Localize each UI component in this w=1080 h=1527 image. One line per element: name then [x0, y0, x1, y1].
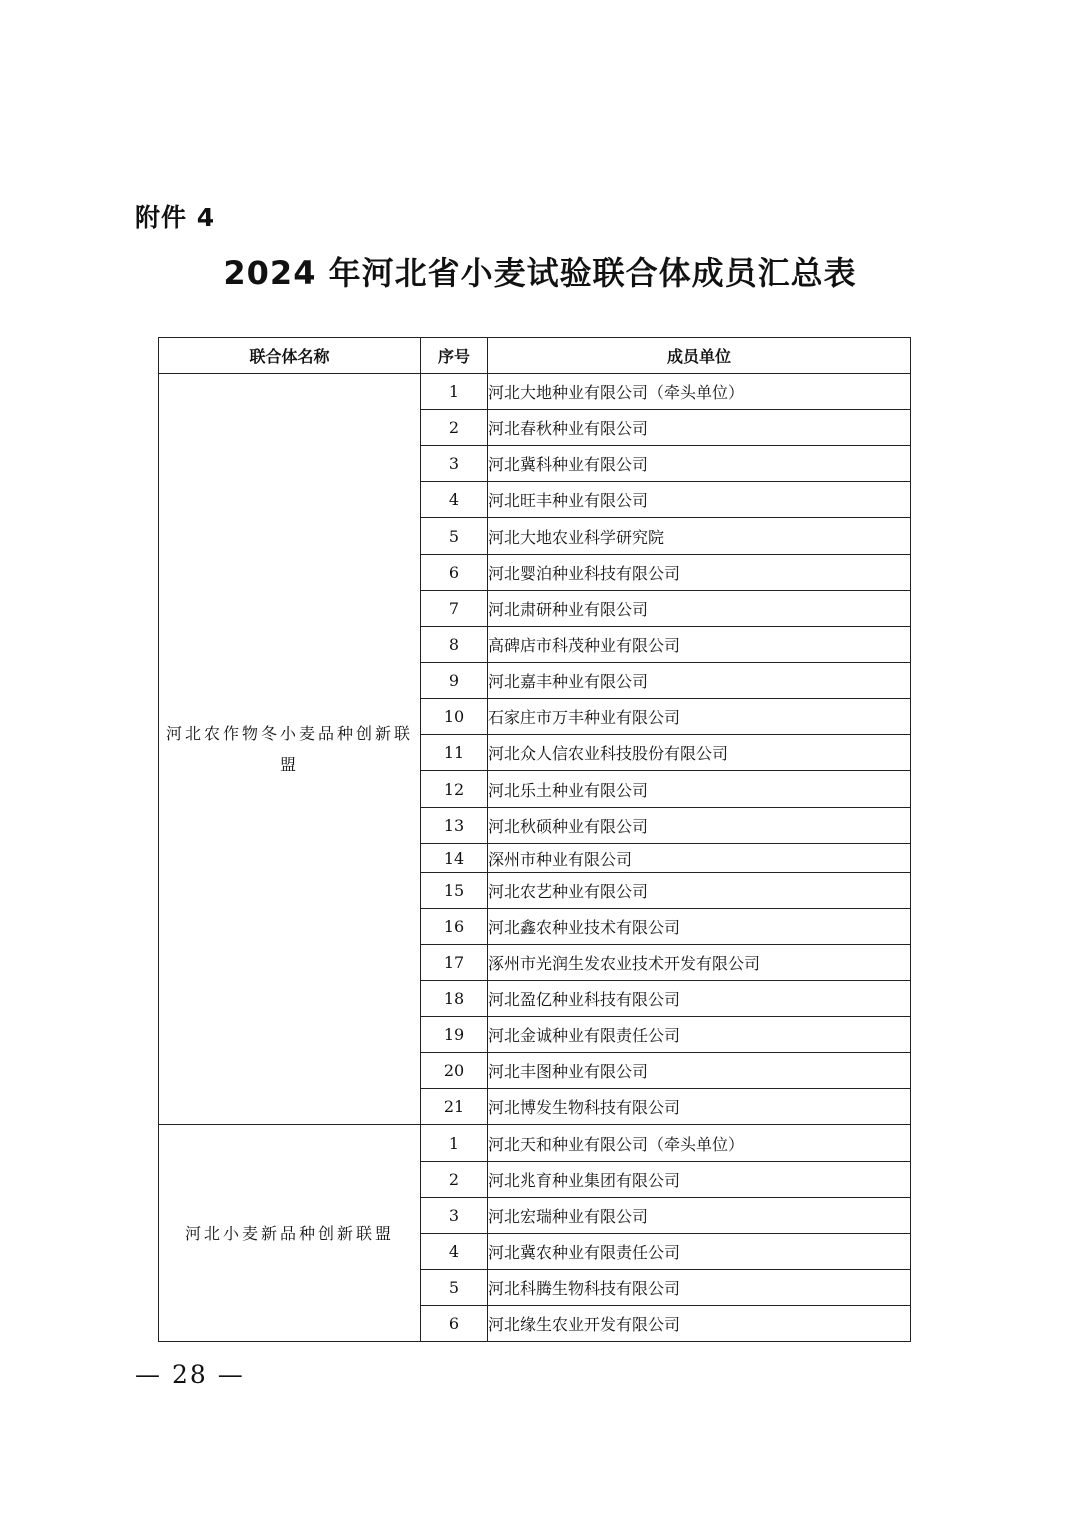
serial-number-cell: 3	[421, 1198, 488, 1234]
serial-number-cell: 5	[421, 518, 488, 555]
serial-number-cell: 4	[421, 1234, 488, 1270]
serial-number-cell: 15	[421, 873, 488, 909]
serial-number-cell: 14	[421, 844, 488, 873]
member-unit-cell: 河北兆育种业集团有限公司	[488, 1162, 911, 1198]
member-unit-cell: 深州市种业有限公司	[488, 844, 911, 873]
member-unit-cell: 涿州市光润生发农业技术开发有限公司	[488, 945, 911, 981]
page-title: 2024 年河北省小麦试验联合体成员汇总表	[223, 254, 857, 292]
table-header-row	[159, 338, 911, 374]
member-unit-cell: 河北旺丰种业有限公司	[488, 482, 911, 518]
member-unit-cell: 河北众人信农业科技股份有限公司	[488, 735, 911, 771]
header-member-unit: 成员单位	[488, 338, 911, 374]
serial-number-cell: 6	[421, 1306, 488, 1342]
table-row	[159, 1125, 911, 1162]
serial-number-cell: 3	[421, 446, 488, 482]
member-unit-cell: 河北乐土种业有限公司	[488, 771, 911, 808]
serial-number-cell: 10	[421, 699, 488, 735]
member-unit-cell: 河北缘生农业开发有限公司	[488, 1306, 911, 1342]
page-number: — 28 —	[135, 1360, 245, 1389]
serial-number-cell: 20	[421, 1053, 488, 1089]
serial-number-cell: 4	[421, 482, 488, 518]
serial-number-cell: 2	[421, 1162, 488, 1198]
member-unit-cell: 河北嘉丰种业有限公司	[488, 663, 911, 699]
serial-number-cell: 17	[421, 945, 488, 981]
serial-number-cell: 12	[421, 771, 488, 808]
serial-number-cell: 6	[421, 555, 488, 591]
member-unit-cell: 石家庄市万丰种业有限公司	[488, 699, 911, 735]
header-serial-number: 序号	[421, 338, 488, 374]
member-unit-cell: 河北春秋种业有限公司	[488, 410, 911, 446]
header-alliance-name: 联合体名称	[159, 338, 421, 374]
serial-number-cell: 1	[421, 1125, 488, 1162]
member-unit-cell: 河北大地农业科学研究院	[488, 518, 911, 555]
member-unit-cell: 河北大地种业有限公司（牵头单位）	[488, 374, 911, 410]
serial-number-cell: 11	[421, 735, 488, 771]
member-unit-cell: 河北盈亿种业科技有限公司	[488, 981, 911, 1017]
member-unit-cell: 河北冀农种业有限责任公司	[488, 1234, 911, 1270]
serial-number-cell: 13	[421, 808, 488, 844]
member-unit-cell: 河北丰图种业有限公司	[488, 1053, 911, 1089]
serial-number-cell: 7	[421, 591, 488, 627]
alliance-name-cell: 河北小麦新品种创新联盟	[159, 1125, 421, 1342]
member-unit-cell: 河北宏瑞种业有限公司	[488, 1198, 911, 1234]
serial-number-cell: 21	[421, 1089, 488, 1125]
alliance-name-cell: 河北农作物冬小麦品种创新联盟	[159, 374, 421, 1125]
member-unit-cell: 河北科腾生物科技有限公司	[488, 1270, 911, 1306]
serial-number-cell: 8	[421, 627, 488, 663]
member-unit-cell: 高碑店市科茂种业有限公司	[488, 627, 911, 663]
member-unit-cell: 河北肃研种业有限公司	[488, 591, 911, 627]
member-unit-cell: 河北博发生物科技有限公司	[488, 1089, 911, 1125]
serial-number-cell: 9	[421, 663, 488, 699]
serial-number-cell: 18	[421, 981, 488, 1017]
member-unit-cell: 河北婴泊种业科技有限公司	[488, 555, 911, 591]
member-unit-cell: 河北金诚种业有限责任公司	[488, 1017, 911, 1053]
serial-number-cell: 16	[421, 909, 488, 945]
member-unit-cell: 河北鑫农种业技术有限公司	[488, 909, 911, 945]
attachment-label: 附件 4	[135, 203, 216, 232]
serial-number-cell: 1	[421, 374, 488, 410]
member-unit-cell: 河北农艺种业有限公司	[488, 873, 911, 909]
serial-number-cell: 19	[421, 1017, 488, 1053]
table-row	[159, 374, 911, 410]
members-table	[158, 337, 911, 1342]
serial-number-cell: 5	[421, 1270, 488, 1306]
table-body	[159, 374, 911, 1342]
member-unit-cell: 河北天和种业有限公司（牵头单位）	[488, 1125, 911, 1162]
serial-number-cell: 2	[421, 410, 488, 446]
member-unit-cell: 河北冀科种业有限公司	[488, 446, 911, 482]
member-unit-cell: 河北秋硕种业有限公司	[488, 808, 911, 844]
